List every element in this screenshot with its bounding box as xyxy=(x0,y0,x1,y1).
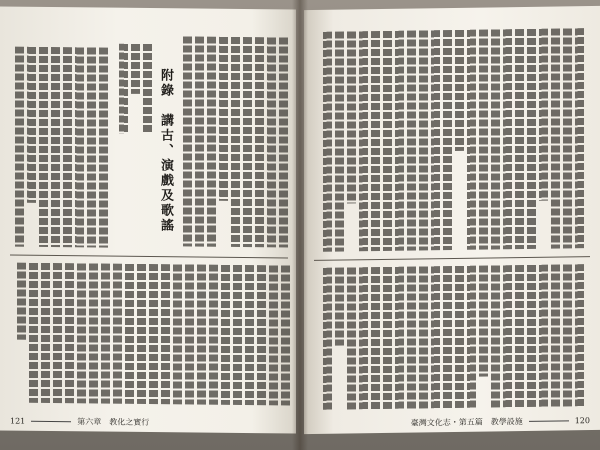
book-gutter xyxy=(292,0,308,450)
right-page xyxy=(304,6,600,434)
footer-rule xyxy=(31,421,71,422)
right-page-number: 120 xyxy=(574,416,590,426)
left-page xyxy=(0,6,296,433)
appendix-heading: 附錄 講古、演戲及歌謠 xyxy=(158,68,173,234)
left-page-number: 121 xyxy=(10,416,26,426)
left-intro-text xyxy=(112,44,152,134)
right-divider xyxy=(314,256,590,261)
left-running-head: 第六章 教化之實行 xyxy=(77,417,150,428)
left-lower-text-block xyxy=(10,263,290,406)
right-footer xyxy=(411,415,590,429)
right-lower-text-block xyxy=(314,264,584,410)
left-upper-text-block xyxy=(176,36,288,247)
right-upper-text-block xyxy=(314,28,584,252)
left-divider xyxy=(10,255,288,259)
right-running-head: 臺灣文化志・第五篇 教學設施 xyxy=(410,417,523,428)
left-footer xyxy=(10,416,149,428)
footer-rule xyxy=(529,420,569,422)
left-upper-left-text-block xyxy=(12,47,108,248)
